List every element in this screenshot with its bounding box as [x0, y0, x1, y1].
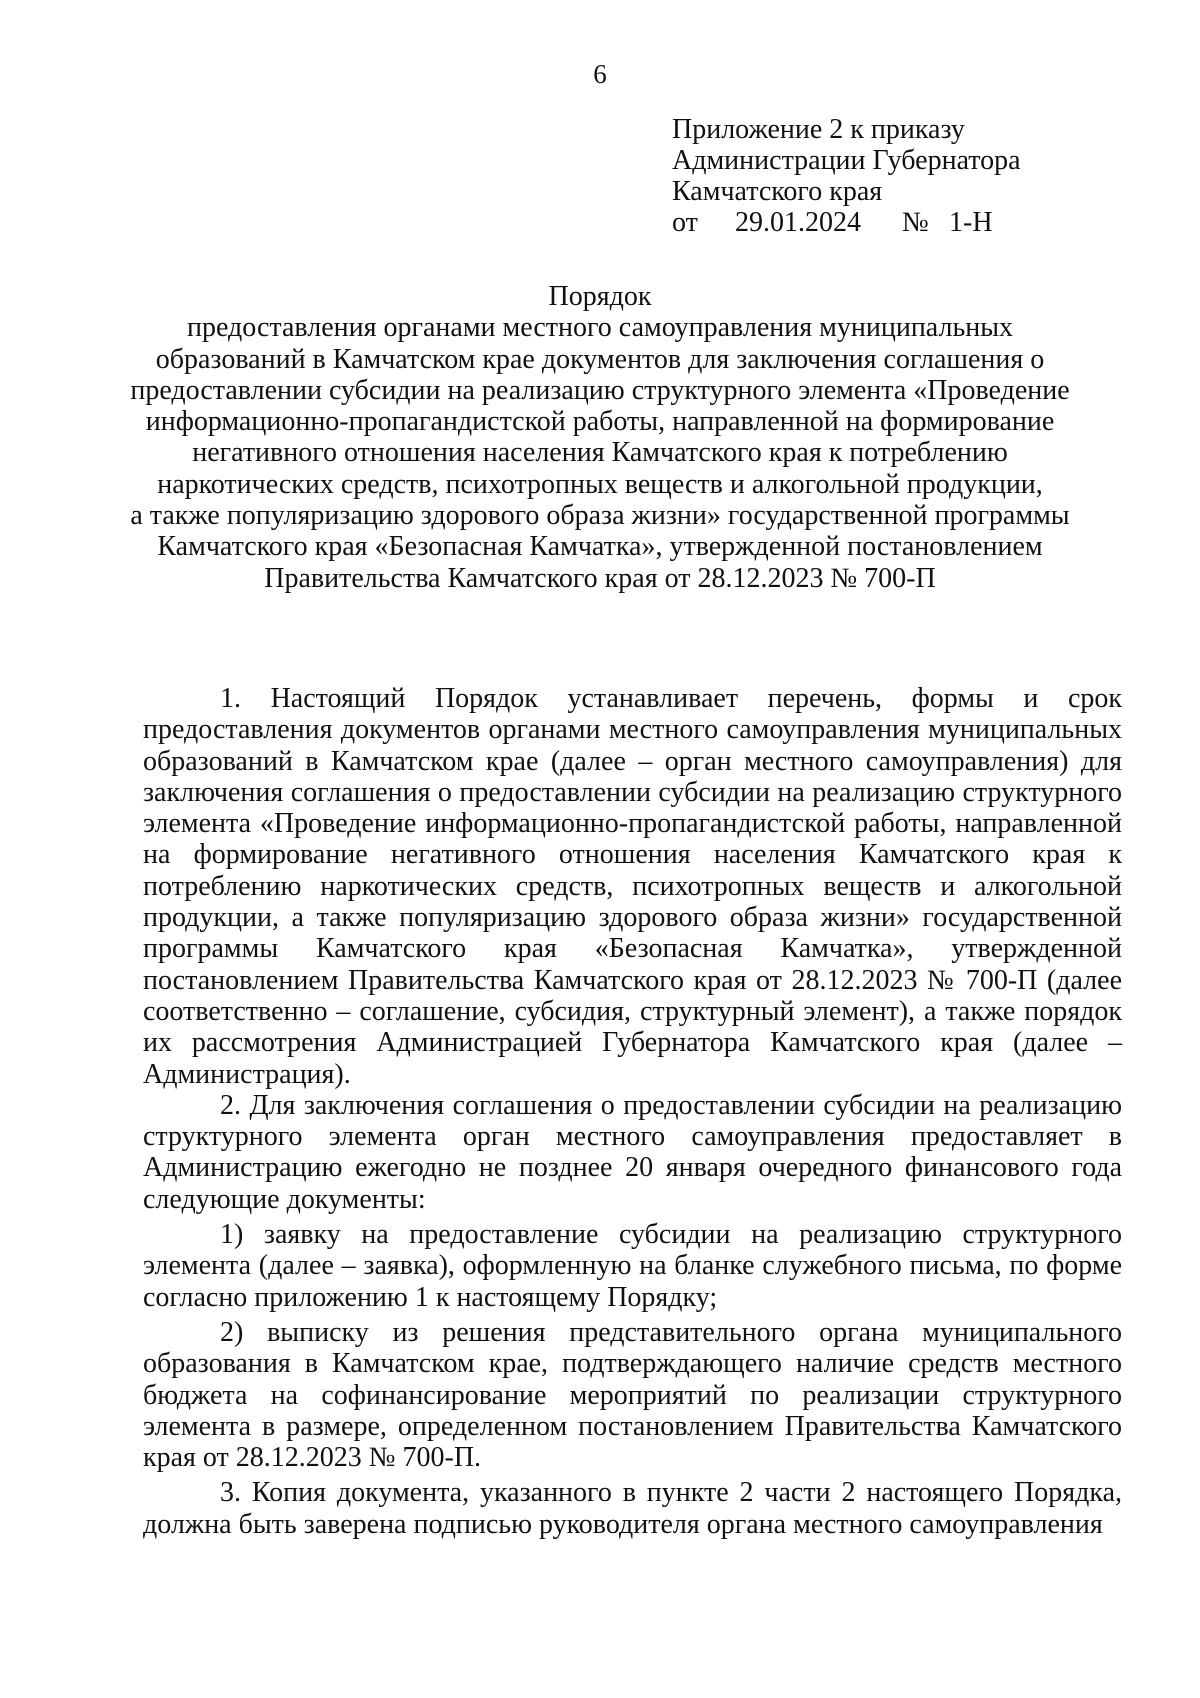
- order-number: 1-Н: [949, 207, 993, 238]
- page-number: 6: [593, 59, 607, 89]
- appendix-reference-block: [672, 114, 1021, 238]
- document-title: [0, 281, 1200, 594]
- paragraph-2-item-1: 1) заявку на предоставление субсидии на реализацию структурного элемента (далее – заявка), оформленную на бланке служебного письма, по форме согласно приложению 1 к настоящему Порядку;: [143, 1219, 1122, 1313]
- title-line: Правительства Камчатского края от 28.12.2023 № 700-П: [264, 562, 936, 594]
- order-date: 29.01.2024: [735, 207, 861, 238]
- paragraph-1: 1. Настоящий Порядок устанавливает перечень, формы и срок предоставления документов органами местного самоуправления муниципальных образований в Камчатском крае (далее – орган местного самоуправления) для заключения соглашения о предоставлении субсидии на реализацию структурного элемента «Проведение информационно-пропагандистской работы, направленной на формирование негативного отношения населения Камчатского края к потреблению наркотических средств, психотропных веществ и алкогольной продукции, а также популяризацию здорового образа жизни» государственной программы Камчатского края «Безопасная Камчатка», утвержденной постановлением Правительства Камчатского края от 28.12.2023 № 700-П (далее соответственно – соглашение, субсидия, структурный элемент), а также порядок их рассмотрения Администрацией Губернатора Камчатского края (далее – Администрация).: [143, 683, 1122, 1090]
- title-heading: Порядок: [548, 281, 652, 312]
- appendix-line-1: Приложение 2 к приказу: [672, 114, 965, 145]
- order-reference-line: [672, 207, 1021, 238]
- appendix-line-3: Камчатского края: [672, 176, 883, 207]
- paragraph-2-item-2: 2) выписку из решения представительного органа муниципального образования в Камчатском крае, подтверждающего наличие средств местного бюджета на софинансирование мероприятий по реализации структурного элемента в размере, определенном постановлением Правительства Камчатского края от 28.12.2023 № 700-П.: [143, 1316, 1122, 1474]
- title-line: предоставлении субсидии на реализацию структурного элемента «Проведение: [130, 374, 1070, 406]
- appendix-line-2: Администрации Губернатора: [672, 145, 1021, 176]
- document-body: [143, 683, 1122, 1540]
- title-line: предоставления органами местного самоуправления муниципальных: [186, 312, 1014, 344]
- title-line: информационно-пропагандистской работы, направленной на формирование: [145, 406, 1055, 438]
- paragraph-3: 3. Копия документа, указанного в пункте 2 части 2 настоящего Порядка, должна быть заверена подписью руководителя органа местного самоуправления: [143, 1477, 1122, 1540]
- title-line: образований в Камчатском крае документов для заключения соглашения о: [155, 343, 1045, 375]
- title-line: наркотических средств, психотропных веществ и алкогольной продукции,: [157, 468, 1043, 500]
- paragraph-2: 2. Для заключения соглашения о предоставлении субсидии на реализацию структурного элемента орган местного самоуправления предоставляет в Администрацию ежегодно не позднее 20 января очередного финансового года следующие документы:: [143, 1089, 1122, 1215]
- title-line: Камчатского края «Безопасная Камчатка», утвержденной постановлением: [157, 531, 1043, 563]
- title-line: негативного отношения населения Камчатского края к потреблению: [192, 437, 1008, 469]
- title-line: а также популяризацию здорового образа жизни» государственной программы: [130, 500, 1070, 532]
- order-number-sign: №: [902, 207, 929, 238]
- order-from-label: от: [672, 207, 698, 238]
